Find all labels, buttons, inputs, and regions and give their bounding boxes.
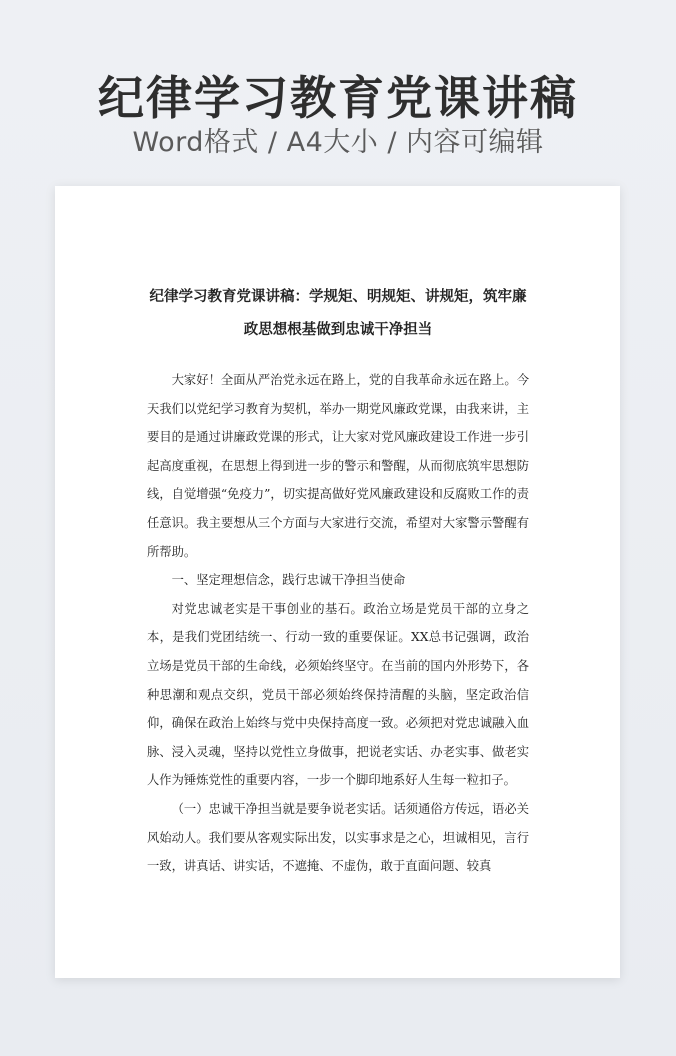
banner-subtitle: Word格式 / A4大小 / 内容可编辑: [132, 127, 544, 158]
document-title: [147, 280, 529, 346]
document-title-line-2: 政思想根基做到忠诚干净担当: [243, 321, 433, 338]
document-title-line-1: 纪律学习教育党课讲稿：学规矩、明规矩、讲规矩，筑牢廉: [149, 288, 527, 305]
document-body: [147, 276, 529, 881]
section-heading: 一、坚定理想信念，践行忠诚干净担当使命: [171, 573, 406, 588]
document-page: [55, 186, 620, 978]
banner-title: 纪律学习教育党课讲稿: [98, 71, 578, 125]
body-paragraph: 对党忠诚老实是干事创业的基石。政治立场是党员干部的立身之本，是我们党团结统一、行动一致的重要保证。XX总书记强调，政治立场是党员干部的生命线，必须始终坚守。在当前的国内外形势下，各种思潮和观点交织，党员干部必须始终保持清醒的头脑，坚定政治信仰，确保在政治上始终与党中央保持高度一致。必须把对党忠诚融入血脉、浸入灵魂，坚持以党性立身做事，把说老实话、办老实事、做老实人作为锤炼党性的重要内容，一步一个脚印地系好人生每一粒扣子。: [147, 601, 529, 788]
intro-paragraph: 大家好！全面从严治党永远在路上，党的自我革命永远在路上。今天我们以党纪学习教育为契机，举办一期党风廉政党课，由我来讲，主要目的是通过讲廉政党课的形式，让大家对党风廉政建设工作进一步引起高度重视，在思想上得到进一步的警示和警醒，从而彻底筑牢思想防线，自觉增强“免疫力”，切实提高做好党风廉政建设和反腐败工作的责任意识。我主要想从三个方面与大家进行交流，希望对大家警示警醒有所帮助。: [147, 373, 529, 559]
subsection-paragraph: （一）忠诚干净担当就是要争说老实话。话须通俗方传远，语必关风始动人。我们要从客观实际出发，以实事求是之心，坦诚相见，言行一致，讲真话、讲实话，不遮掩、不虚伪，敢于直面问题、较真: [147, 801, 529, 874]
